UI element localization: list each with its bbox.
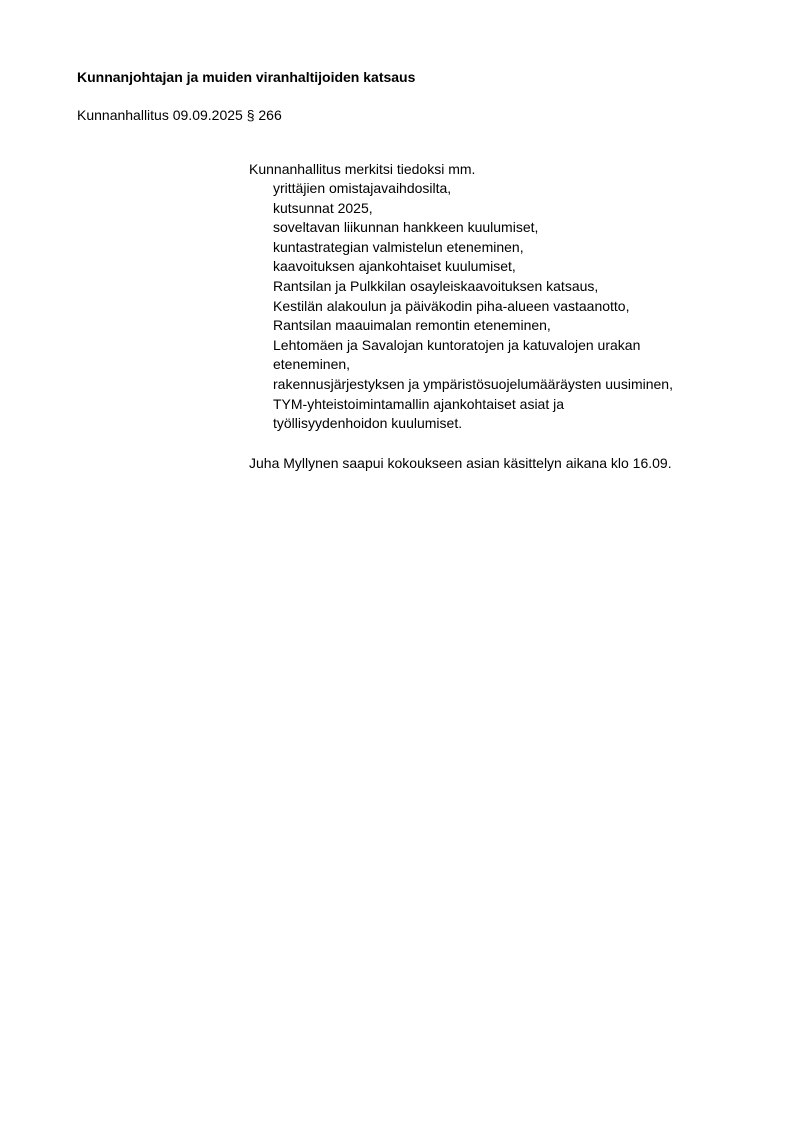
list-item: Rantsilan maauimalan remontin eteneminen, — [273, 317, 551, 334]
list-item: kutsunnat 2025, — [273, 199, 373, 216]
list-item: yrittäjien omistajavaihdosilta, — [273, 180, 452, 196]
list-item: rakennusjärjestyksen ja ympäristösuojelumääräysten uusiminen, — [273, 375, 673, 392]
decision-item-list — [273, 179, 673, 434]
list-item: soveltavan liikunnan hankkeen kuulumiset, — [273, 219, 539, 236]
decision-lead: Kunnanhallitus merkitsi tiedoksi mm. — [249, 161, 476, 177]
meeting-reference: Kunnanhallitus 09.09.2025 § 266 — [77, 107, 282, 123]
document-title: Kunnanjohtajan ja muiden viranhaltijoiden katsaus — [77, 69, 416, 85]
list-item: kaavoituksen ajankohtaiset kuulumiset, — [273, 258, 516, 275]
list-item: Lehtomäen ja Savalojan kuntoratojen ja katuvalojen urakan — [273, 336, 641, 353]
list-item: kuntastrategian valmistelun eteneminen, — [273, 238, 524, 255]
list-item: Kestilän alakoulun ja päiväkodin piha-alueen vastaanotto, — [273, 297, 630, 314]
list-item: Rantsilan ja Pulkkilan osayleiskaavoituksen katsaus, — [273, 277, 599, 294]
list-item: eteneminen, — [273, 356, 351, 373]
list-item: työllisyydenhoidon kuulumiset. — [273, 415, 463, 432]
list-item: TYM-yhteistoimintamallin ajankohtaiset asiat ja — [273, 395, 565, 412]
attendance-note: Juha Myllynen saapui kokoukseen asian käsittelyn aikana klo 16.09. — [249, 455, 672, 471]
